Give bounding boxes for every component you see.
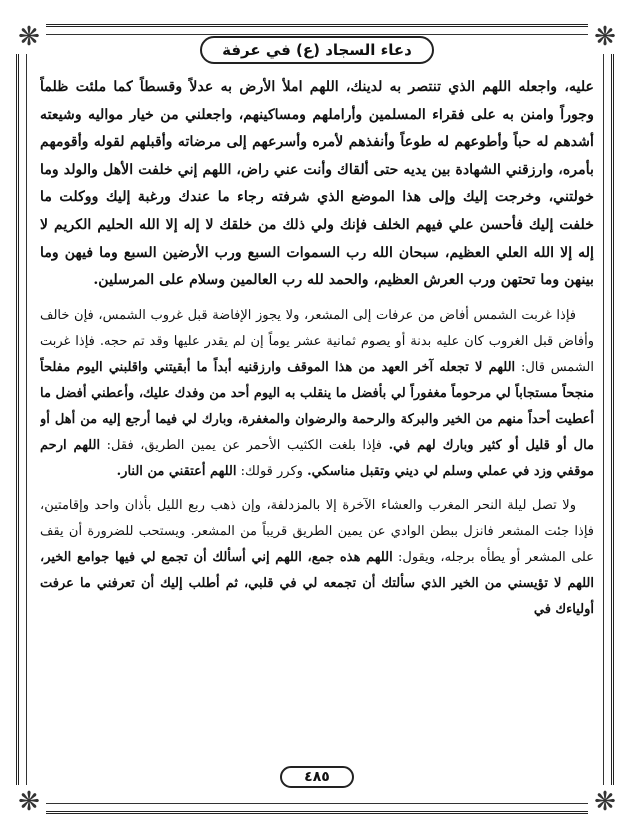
instruction-text: فإذا بلغت الكثيب الأحمر عن يمين الطريق، فقل: (106, 437, 382, 453)
corner-ornament-icon: ❋ (588, 20, 622, 54)
page-number-badge (280, 766, 354, 788)
instruction-paragraph (40, 493, 594, 623)
prayer-paragraph (40, 74, 594, 295)
prayer-text: اللهم ارحم موقفي وزد في عملي وسلم لي ديني وتقبل مناسكي. (40, 437, 594, 479)
prayer-text: اللهم لا تجعله آخر العهد من هذا الموقف وارزقنيه أبداً ما أبقيتني واقلبني اليوم مفلحاً منجحاً مستجاباً لي مرحوماً مغفوراً لي بأفضل ما ينقلب به اليوم أحد من وفدك عليك، وأعطني أفضل ما أعطيت أحداً منهم من الخير والبركة والرحمة والرضوان والمغفرة، وبارك لي فيما أرجع إليه من أهل أو مال أو قليل أو كثير وبارك لهم في. (40, 359, 594, 453)
page-body (40, 74, 594, 754)
prayer-text: عليه، واجعله اللهم الذي تنتصر به لدينك، اللهم املأ الأرض به عدلاً وقسطاً كما ملئت ظلماً وجوراً وامنن به على فقراء المسلمين وأراملهم ومساكينهم، واجعلني من خيار مواليه وشيعته أشدهم له حباً وأطوعهم له طوعاً وأنفذهم لأمره وأسرعهم إلى مرضاته وأقبلهم لقوله وأقومهم بأمره، وارزقني الشهادة بين يديه حتى ألقاك وأنت عني راض، اللهم إني خلفت الأهل والولد وما خولتني، وخرجت إليك وإلى هذا الموضع الذي شرفته رجاء ما عندك ورغبة إليك ووكلت ما خلفت إليك فأحسن علي فيهم الخلف فإنك ولي ذلك من خلقك لا إله إلا الله الحليم الكريم لا إله إلا الله العلي العظيم، سبحان الله رب السموات السبع ورب الأرضين السبع وما فيهن وما بينهن وما تحتهن ورب العرش العظيم، والحمد لله رب العالمين وسلام على المرسلين. (40, 79, 594, 289)
corner-ornament-icon: ❋ (12, 785, 46, 819)
instruction-text: فإذا غربت الشمس أفاض من عرفات إلى المشعر، ولا يجوز الإفاضة قبل غروب الشمس، فإن خالف وأفاض قبل الغروب كان عليه بدنة أو يصوم ثمانية عشر يوماً إن لم يقدر عليها وقد تم حجه. فإذا غربت الشمس قال: (40, 307, 594, 375)
instruction-paragraph (40, 303, 594, 485)
page-number: ٤٨٥ (304, 769, 330, 785)
corner-ornament-icon: ❋ (12, 20, 46, 54)
instruction-text: ولا تصل ليلة النحر المغرب والعشاء الآخرة إلا بالمزدلفة، وإن ذهب ربع الليل بأذان واحد وإقامتين، فإذا جئت المشعر فانزل ببطن الوادي عن يمين الطريق قريباً من المشعر. ويستحب للضرورة أن يقف على المشعر أو يطأه برجله، ويقول: (40, 497, 594, 565)
page-header-cartouche (200, 36, 434, 64)
corner-ornament-icon: ❋ (588, 785, 622, 819)
instruction-text: وكرر قولك: (240, 463, 303, 479)
page-title: دعاء السجاد (ع) في عرفة (222, 41, 412, 59)
prayer-text: اللهم هذه جمع، اللهم إني أسألك أن تجمع لي فيها جوامع الخير، اللهم لا تؤيسني من الخير الذي سألتك أن تجمعه لي في قلبي، ثم أطلب إليك أن تعرفني ما عرفت أولياءك في (40, 549, 594, 617)
prayer-text: اللهم أعتقني من النار. (116, 463, 237, 479)
